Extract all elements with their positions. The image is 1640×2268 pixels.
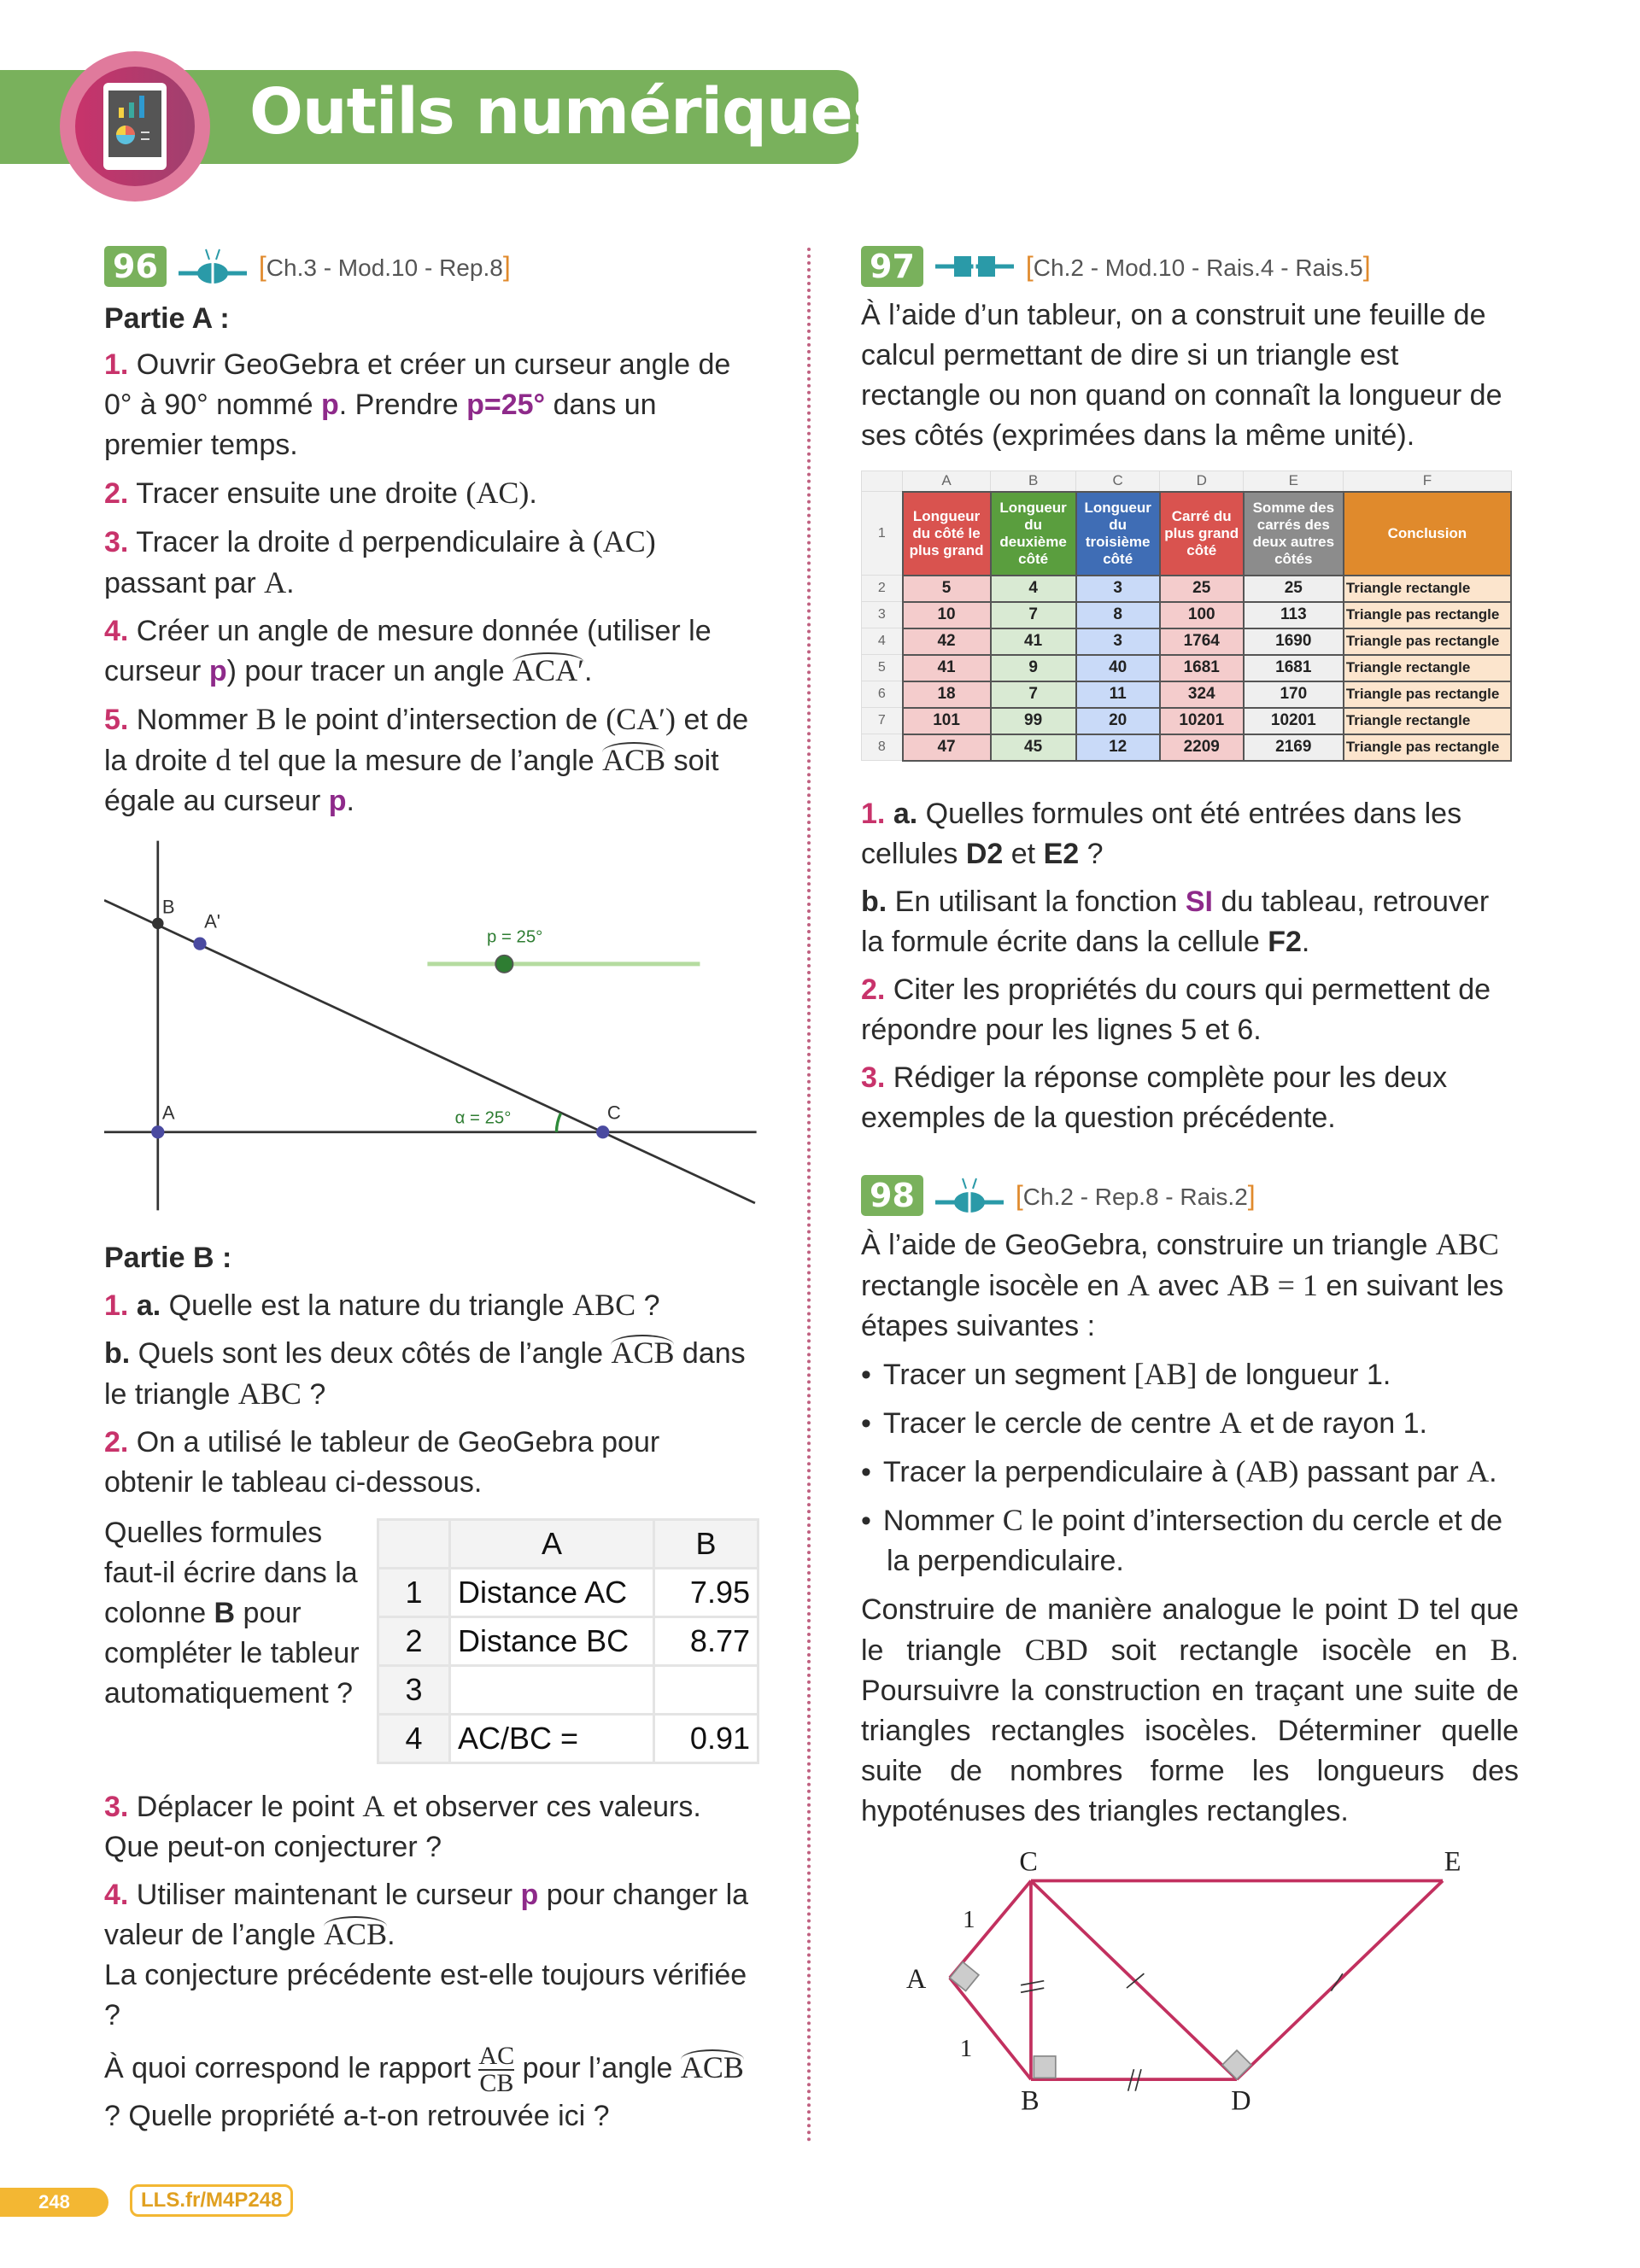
table-cell: 10 (903, 602, 991, 628)
list-item (104, 1875, 753, 1955)
text-segment: . (1301, 926, 1310, 958)
geogebra-figure (104, 833, 759, 1218)
table-cell (654, 1666, 758, 1715)
text-segment: passant par (104, 567, 265, 599)
exercise-number: 98 (861, 1175, 923, 1216)
row-number: 2 (378, 1617, 450, 1666)
row-number: 1 (862, 492, 903, 576)
text-segment: Créer un angle de mesure donnée (utiliser le curseur (104, 615, 712, 687)
text-segment: pour l’angle (514, 2051, 681, 2084)
right-angle-b (1034, 2056, 1055, 2078)
header-cell: Carré du plus grand côté (1160, 492, 1244, 576)
slider-knob (495, 956, 512, 973)
list-item (861, 794, 1519, 874)
text-segment: 2. (861, 973, 886, 1006)
text-segment: 5. (104, 704, 129, 736)
list-item (104, 1423, 753, 1503)
part-b-list (104, 1285, 753, 1511)
row-number: 8 (862, 734, 903, 761)
text-segment: . (286, 567, 295, 599)
table-cell: 170 (1244, 681, 1344, 708)
text-segment: et de la droite (104, 704, 749, 777)
text-segment: Utiliser maintenant le curseur (128, 1879, 521, 1911)
text-segment: E2 (1043, 838, 1080, 870)
table-cell (450, 1666, 654, 1715)
row-number: 1 (378, 1569, 450, 1617)
list-item (104, 1786, 753, 1868)
table-cell: 5 (903, 576, 991, 602)
text-segment: ) pour tracer un angle (226, 655, 513, 687)
text-segment: soit égale au curseur (104, 745, 719, 817)
page-number: 248 (0, 2188, 108, 2217)
table-cell: 10201 (1244, 708, 1344, 734)
table-cell: 20 (1076, 708, 1160, 734)
text-segment: Tracer ensuite une droite (128, 477, 466, 510)
text-segment: Ouvrir GeoGebra et créer un curseur angle de 0° à 90° nommé (104, 348, 731, 421)
text-segment: Déplacer le point (128, 1791, 363, 1823)
table-cell: 25 (1244, 576, 1344, 602)
math-notation: d (338, 524, 354, 558)
numerator: AC (478, 2042, 515, 2070)
text-segment: ? (1079, 838, 1104, 870)
list-item (104, 699, 753, 821)
text-segment: Construire de manière analogue le point (861, 1593, 1397, 1626)
corner-cell (862, 471, 903, 492)
angle-notation: ACB (602, 743, 666, 777)
fraction (478, 2043, 514, 2096)
table-cell: 2209 (1160, 734, 1244, 761)
list-item (861, 970, 1519, 1050)
text-segment: À quoi correspond le rapport (104, 2051, 479, 2084)
label-b: B (1021, 2084, 1040, 2116)
table-cell: 1690 (1244, 628, 1344, 655)
table-cell: Distance BC (450, 1617, 654, 1666)
exercise-96-header (104, 246, 511, 287)
chart-icon (108, 91, 161, 157)
table-cell: 7 (991, 681, 1076, 708)
text-segment: tel que le triangle (861, 1593, 1519, 1667)
length-label: 1 (963, 1905, 975, 1933)
text-segment: et observer ces valeurs. Que peut-on conjecturer ? (104, 1791, 701, 1863)
column-letter: D (1160, 471, 1244, 492)
list-item (104, 345, 753, 465)
bullet-item (861, 1452, 1519, 1493)
text-segment: . (584, 655, 593, 687)
text-segment: pour changer la valeur de l’angle (104, 1879, 749, 1951)
table-cell: 2169 (1244, 734, 1344, 761)
table-cell: 42 (903, 628, 991, 655)
table-row (862, 734, 1512, 761)
row-number: 6 (862, 681, 903, 708)
table-cell: 41 (903, 655, 991, 681)
right-angle-d (1222, 2050, 1251, 2079)
label-a-prime: A' (204, 910, 221, 932)
list-item (104, 1955, 753, 2036)
table-row (862, 681, 1512, 708)
text-segment: B (214, 1597, 236, 1629)
table-cell: Triangle pas rectangle (1344, 734, 1511, 761)
table-cell: 8.77 (654, 1617, 758, 1666)
text-segment: p (321, 389, 339, 421)
table-cell: 8 (1076, 602, 1160, 628)
list-item (104, 1334, 753, 1415)
text-segment: perpendiculaire à (354, 526, 593, 558)
label-a: A (905, 1963, 927, 1995)
header-cell: A (450, 1520, 654, 1569)
text-segment: a. (136, 1289, 161, 1322)
label-c: C (606, 1102, 621, 1124)
text-segment: D2 (965, 838, 1004, 870)
text-segment: 3. (861, 1061, 886, 1094)
table-row (862, 655, 1512, 681)
label-d: D (1231, 2084, 1251, 2116)
table-cell: 12 (1076, 734, 1160, 761)
outro (861, 1589, 1519, 1832)
spreadsheet (861, 471, 1512, 762)
column-letter: A (903, 471, 991, 492)
text-segment: . (529, 477, 537, 510)
text-segment: le point d’intersection de (276, 704, 606, 736)
isosceles-triangles-figure (892, 1840, 1472, 2123)
math-notation: ABC (1435, 1227, 1499, 1261)
row-number: 5 (862, 655, 903, 681)
row-number: 7 (862, 708, 903, 734)
table-cell: 9 (991, 655, 1076, 681)
table-row (862, 628, 1512, 655)
math-notation: ABC (237, 1377, 302, 1411)
competency-refs: [Ch.3 - Mod.10 - Rep.8] (258, 250, 511, 282)
math-notation: A (264, 565, 287, 599)
text-segment: ? Quelle propriété a-t-on retrouvée ici ? (104, 2100, 610, 2132)
math-notation: CBD (1024, 1633, 1088, 1667)
text-segment: le point d’intersection du cercle et de la perpendiculaire. (887, 1505, 1503, 1577)
list-item (861, 882, 1519, 962)
angle-notation: ACB (324, 1917, 388, 1951)
text-segment: . Prendre (338, 389, 467, 421)
plug-icon (935, 1177, 1004, 1214)
table-row (862, 602, 1512, 628)
refs-text: Ch.2 - Mod.10 - Rais.4 - Rais.5 (1033, 254, 1363, 281)
table-cell: 4 (991, 576, 1076, 602)
math-notation: A (362, 1789, 385, 1823)
text-segment: Quelles formules faut-il écrire dans la colonne (104, 1517, 358, 1629)
exercise-98-header (861, 1175, 1256, 1216)
bullet-item (861, 1403, 1519, 1444)
table-cell: 3 (1076, 576, 1160, 602)
text-segment: Nommer (882, 1505, 1003, 1537)
table-cell: 40 (1076, 655, 1160, 681)
row-number: 4 (862, 628, 903, 655)
text-segment: 1. (104, 348, 129, 381)
text-segment: La conjecture précédente est-elle toujours vérifiée ? (104, 1959, 747, 2031)
text-segment: b. (861, 886, 887, 918)
text-segment: 2. (104, 1426, 129, 1458)
label-e: E (1444, 1845, 1461, 1877)
text-segment: a. (893, 798, 918, 830)
text-segment: Tracer la perpendiculaire à (882, 1456, 1236, 1488)
exercise-97-header (861, 246, 1371, 287)
math-notation: B (1490, 1633, 1511, 1667)
table-cell: 1764 (1160, 628, 1244, 655)
text-segment: p (208, 655, 227, 687)
angle-notation: ACB (680, 2049, 744, 2084)
text-segment: et de rayon 1. (1241, 1407, 1427, 1440)
header-cell: Longueur du troisième côté (1076, 492, 1160, 576)
table-row (862, 576, 1512, 602)
text-segment: Quelles formules ont été entrées dans les cellules (861, 798, 1462, 870)
table-cell: Triangle pas rectangle (1344, 602, 1511, 628)
label-a: A (161, 1102, 175, 1124)
list-item (104, 522, 753, 604)
table-cell: Triangle rectangle (1344, 708, 1511, 734)
text-segment: Citer les propriétés du cours qui permettent de répondre pour les lignes 5 et 6. (861, 973, 1491, 1046)
math-notation: A (1127, 1268, 1150, 1302)
text-segment: du tableau, retrouver la formule écrite dans la cellule (861, 886, 1490, 958)
point-a-prime (193, 937, 206, 950)
list-item (104, 1285, 753, 1326)
text-segment: . (346, 785, 354, 817)
table-cell: 18 (903, 681, 991, 708)
table-cell: 7 (991, 602, 1076, 628)
math-notation: (AC) (466, 476, 530, 510)
column-letter: E (1244, 471, 1344, 492)
text-segment: 1. (104, 1289, 129, 1322)
text-segment: Quelle est la nature du triangle (161, 1289, 573, 1322)
text-segment: 3. (104, 1791, 129, 1823)
text-segment: rectangle isocèle en (861, 1270, 1128, 1302)
table-cell: 99 (991, 708, 1076, 734)
row-number: 2 (862, 576, 903, 602)
label-b: B (161, 896, 175, 918)
header-cell: Longueur du côté le plus grand (903, 492, 991, 576)
table-cell: 1681 (1244, 655, 1344, 681)
angle-notation: ACA′ (512, 653, 585, 687)
table-cell: Triangle rectangle (1344, 655, 1511, 681)
header-cell (378, 1520, 450, 1569)
point-c (596, 1125, 609, 1138)
refs-text: Ch.3 - Mod.10 - Rep.8 (266, 254, 503, 281)
header-cell: Somme des carrés des deux autres côtés (1244, 492, 1344, 576)
text-segment: dans le triangle (104, 1337, 746, 1411)
part-a-list (104, 345, 753, 829)
table-cell: 100 (1160, 602, 1244, 628)
text-segment: Rédiger la réponse complète pour les deux exemples de la question précédente. (861, 1061, 1448, 1134)
list-item (104, 473, 753, 514)
text-segment: 1. (861, 798, 886, 830)
text-segment: On a utilisé le tableur de GeoGebra pour obtenir le tableau ci-dessous. (104, 1426, 660, 1499)
table-cell: 25 (1160, 576, 1244, 602)
row-number: 3 (378, 1666, 450, 1715)
math-notation: A (1219, 1406, 1242, 1440)
math-notation: A (1467, 1454, 1490, 1488)
slider-label: p = 25° (486, 927, 543, 947)
table-cell: 1681 (1160, 655, 1244, 681)
bullet-item (861, 1500, 1519, 1581)
text-segment: Tracer un segment (882, 1359, 1134, 1391)
table-row (862, 708, 1512, 734)
point-a (151, 1125, 164, 1138)
math-notation: (AB) (1235, 1454, 1299, 1488)
text-segment: 2. (104, 477, 129, 510)
table-cell: 324 (1160, 681, 1244, 708)
intro (861, 1225, 1519, 1347)
list-item (861, 1058, 1519, 1138)
text-segment: b. (104, 1337, 131, 1370)
competency-refs: [Ch.2 - Rep.8 - Rais.2] (1015, 1179, 1256, 1211)
table-cell: 47 (903, 734, 991, 761)
side-question (104, 1513, 360, 1714)
text-segment: p=25° (466, 389, 546, 421)
table-cell: Triangle pas rectangle (1344, 628, 1511, 655)
table-cell: AC/BC = (450, 1715, 654, 1763)
text-segment: tel que la mesure de l’angle (231, 745, 603, 777)
table-cell: 10201 (1160, 708, 1244, 734)
label-c: C (1019, 1845, 1038, 1877)
page-title: Outils numériques (249, 75, 889, 149)
part-b-list-cont (104, 1786, 753, 2144)
table-cell: Distance AC (450, 1569, 654, 1617)
math-notation: ABC (572, 1288, 636, 1322)
text-segment: Tracer le cercle de centre (882, 1407, 1220, 1440)
text-segment (885, 798, 893, 830)
part-b-heading: Partie B : (104, 1242, 232, 1274)
text-segment: 4. (104, 615, 129, 647)
text-segment: et (1003, 838, 1044, 870)
text-segment: en suivant les étapes suivantes : (861, 1270, 1504, 1342)
bullet-item (861, 1354, 1519, 1395)
header-cell: Conclusion (1344, 492, 1511, 576)
table-cell: 7.95 (654, 1569, 758, 1617)
header-cell: B (654, 1520, 758, 1569)
text-segment: passant par (1298, 1456, 1467, 1488)
table-cell: Triangle rectangle (1344, 576, 1511, 602)
header-cell: Longueur du deuxième côté (991, 492, 1076, 576)
table-cell: 0.91 (654, 1715, 758, 1763)
column-letter: F (1344, 471, 1511, 492)
text-segment: 4. (104, 1879, 129, 1911)
exercise-97-questions (861, 794, 1519, 1146)
math-notation: [AB] (1133, 1357, 1198, 1391)
math-notation: D (1397, 1592, 1420, 1626)
table-cell: 3 (1076, 628, 1160, 655)
math-notation: C (1002, 1503, 1023, 1537)
table-cell: 11 (1076, 681, 1160, 708)
row-number: 4 (378, 1715, 450, 1763)
text-segment: p (520, 1879, 539, 1911)
resource-link[interactable]: LLS.fr/M4P248 (130, 2184, 293, 2217)
row-number: 3 (862, 602, 903, 628)
plug-connect-icon (935, 249, 1014, 284)
text-segment: F2 (1268, 926, 1302, 958)
text-segment: p (328, 785, 347, 817)
text-segment: Nommer (128, 704, 256, 736)
length-label: 1 (959, 2034, 973, 2062)
angle-notation: ACB (611, 1336, 675, 1370)
math-notation: (AC) (592, 524, 656, 558)
table-cell: Triangle pas rectangle (1344, 681, 1511, 708)
table-cell: 41 (991, 628, 1076, 655)
exercise-97-intro: À l’aide d’un tableur, on a construit une feuille de calcul permettant de dire si un triangle est rectangle ou non quand on connaît la longueur de ses côtés (exprimées dans la même unité). (861, 299, 1502, 452)
text-segment: . (387, 1919, 395, 1951)
plug-icon (179, 248, 247, 285)
geogebra-table (377, 1518, 759, 1764)
text-segment: dans un premier temps. (104, 389, 657, 461)
column-letter: B (991, 471, 1076, 492)
text-segment: de longueur 1. (1197, 1359, 1391, 1391)
right-angle-a (950, 1962, 979, 1991)
table-cell: 101 (903, 708, 991, 734)
text-segment: En utilisant la fonction (887, 886, 1186, 918)
text-segment: Tracer la droite (128, 526, 339, 558)
math-notation: B (255, 702, 277, 736)
competency-refs: [Ch.2 - Mod.10 - Rais.4 - Rais.5] (1025, 250, 1371, 282)
denominator: CB (479, 2069, 514, 2097)
exercise-98-body (861, 1225, 1519, 1839)
refs-text: Ch.2 - Rep.8 - Rais.2 (1022, 1183, 1248, 1210)
text-segment: . Poursuivre la construction en traçant une suite de triangles rectangles isocèles. Déterminer quelle suite de nombres forme les longueurs des hypoténuses des triangles rectangles. (861, 1634, 1519, 1827)
text-segment: ? (636, 1289, 660, 1322)
column-letter: C (1076, 471, 1160, 492)
ratio-question (104, 2043, 753, 2136)
column-divider (807, 248, 811, 2143)
math-notation: AB = 1 (1227, 1268, 1318, 1302)
exercise-number: 97 (861, 246, 923, 287)
table-cell: 113 (1244, 602, 1344, 628)
point-b (152, 918, 164, 930)
text-segment: soit rectangle isocèle en (1087, 1634, 1491, 1667)
text-segment: Quels sont les deux côtés de l’angle (130, 1337, 612, 1370)
text-segment: À l’aide de GeoGebra, construire un triangle (861, 1229, 1436, 1261)
text-segment: 3. (104, 526, 129, 558)
math-notation: d (215, 743, 231, 777)
text-segment: . (1489, 1456, 1497, 1488)
part-a-heading: Partie A : (104, 302, 230, 335)
table-cell: 45 (991, 734, 1076, 761)
text-segment: SI (1185, 886, 1213, 918)
text-segment: avec (1149, 1270, 1227, 1302)
text-segment (128, 1289, 136, 1322)
text-segment: pour compléter le tableur automatiquement ? (104, 1597, 360, 1710)
math-notation: (CA′) (606, 702, 676, 736)
text-segment: ? (301, 1378, 326, 1411)
exercise-number: 96 (104, 246, 167, 287)
angle-label: α = 25° (454, 1108, 512, 1128)
list-item (104, 611, 753, 692)
